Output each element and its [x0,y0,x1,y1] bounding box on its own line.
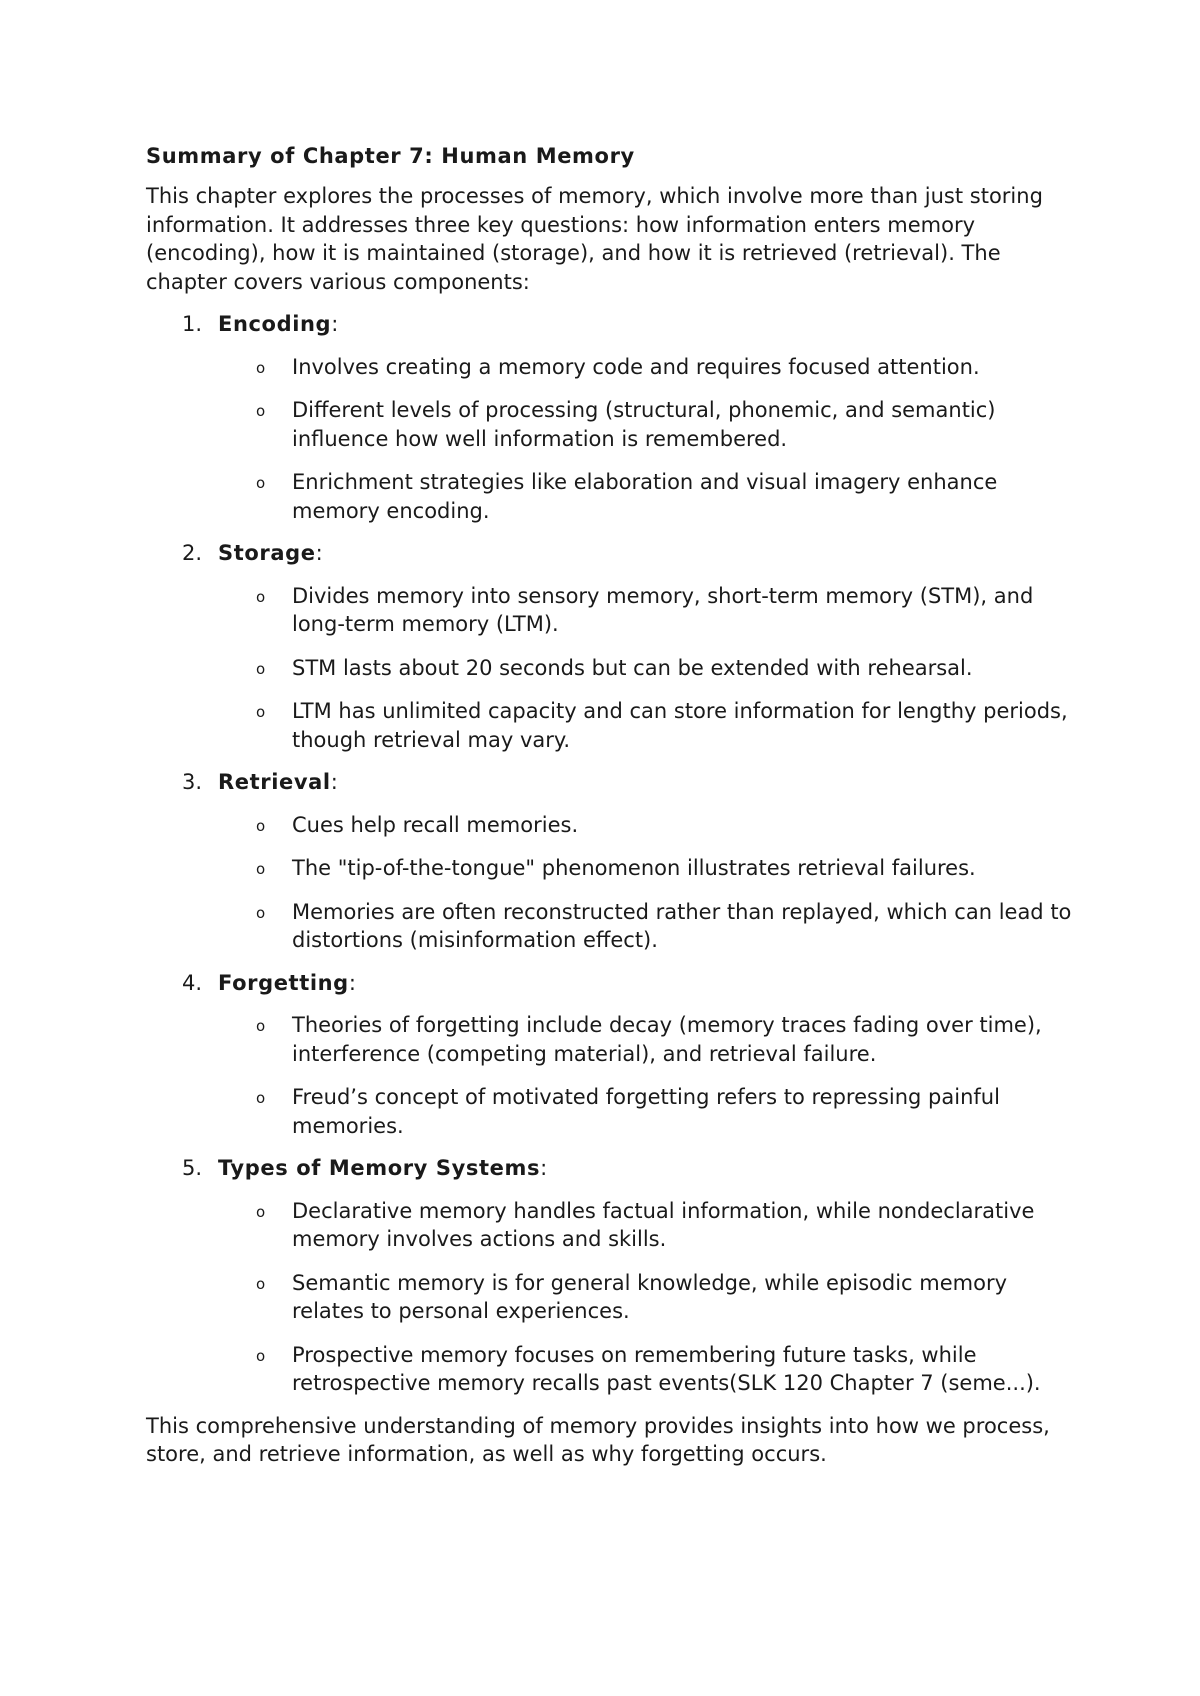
bullet-marker: o [256,816,266,835]
bullet-text: Different levels of processing (structural, phonemic, and semantic) influence how well information is remembered. [292,398,996,451]
list-item [146,468,1076,525]
bullet-marker: o [256,474,266,492]
section-encoding [146,310,1076,525]
list-item [146,1011,1076,1068]
list-item [146,1341,1076,1398]
bullet-text: Declarative memory handles factual information, while nondeclarative memory involves actions and skills. [292,1198,1035,1251]
list-item [146,1083,1076,1140]
intro-paragraph: This chapter explores the processes of memory, which involve more than just storing information. It addresses three key questions: how information enters memory (encoding), how it is maintained (storage), and how it is retrieved (retrieval). The chapter covers various components: [146,184,1043,294]
document-body [146,142,1076,1469]
bullet-list [146,582,1076,755]
bullet-marker: o [256,1089,266,1107]
list-item [146,1269,1076,1326]
list-item [146,854,1076,883]
bullet-text: LTM has unlimited capacity and can store information for lengthy periods, though retrieval may vary. [292,699,1068,752]
list-item [146,697,1076,754]
list-item [146,582,1076,639]
bullet-text: Memories are often reconstructed rather than replayed, which can lead to distortions (misinformation effect). [292,899,1072,952]
section-name: Types of Memory Systems [218,1156,541,1180]
section-colon: : [348,970,356,995]
section-colon: : [315,541,323,565]
bullet-text: Divides memory into sensory memory, short-term memory (STM), and long-term memory (LTM). [292,583,1034,636]
bullet-marker: o [256,358,266,377]
bullet-list [146,1011,1076,1140]
section-colon: : [331,312,339,336]
bullet-marker: o [256,703,266,721]
bullet-text: Prospective memory focuses on remembering future tasks, while retrospective memory recalls past events(SLK 120 Chapter 7 (seme...). [292,1342,1041,1395]
list-item [146,654,1076,683]
section-name: Storage [218,541,316,565]
bullet-list [146,1197,1076,1398]
bullet-text: The "tip-of-the-tongue" phenomenon illustrates retrieval failures. [292,856,976,880]
section-colon: : [330,770,338,794]
bullet-marker: o [256,402,266,420]
section-number: 4. [182,970,203,995]
section-name: Encoding [218,312,332,336]
document-title: Summary of Chapter 7: Human Memory [146,144,635,168]
section-heading [146,969,1076,998]
section-memory-systems [146,1154,1076,1398]
bullet-text: Theories of forgetting include decay (memory traces fading over time), interference (competing material), and retrieval failure. [292,1013,1042,1066]
section-colon: : [540,1156,548,1180]
list-item [146,811,1076,840]
section-heading [146,310,1076,339]
section-retrieval [146,768,1076,955]
bullet-text: Enrichment strategies like elaboration and visual imagery enhance memory encoding. [292,470,998,523]
list-item [146,898,1076,955]
section-heading [146,768,1076,797]
list-item [146,353,1076,382]
section-name: Retrieval [218,770,331,794]
section-list [146,310,1076,1398]
section-heading [146,1154,1076,1183]
bullet-marker: o [256,1202,266,1221]
section-number: 1. [182,312,203,336]
list-item [146,396,1076,453]
bullet-marker: o [256,860,266,878]
bullet-marker: o [256,1274,266,1293]
section-number: 2. [182,541,203,565]
bullet-list [146,353,1076,526]
bullet-text: Involves creating a memory code and requires focused attention. [292,354,980,379]
section-number: 3. [182,770,203,794]
closing-paragraph: This comprehensive understanding of memory provides insights into how we process, store, and retrieve information, as well as why forgetting occurs. [146,1413,1050,1466]
section-forgetting [146,969,1076,1141]
bullet-marker: o [256,587,266,606]
bullet-text: STM lasts about 20 seconds but can be extended with rehearsal. [292,655,973,680]
section-number: 5. [182,1156,203,1180]
bullet-marker: o [256,1346,266,1365]
section-storage [146,539,1076,754]
bullet-marker: o [256,659,266,678]
list-item [146,1197,1076,1254]
section-heading [146,539,1076,568]
section-name: Forgetting [218,970,349,995]
bullet-marker: o [256,903,266,922]
bullet-text: Cues help recall memories. [292,812,579,837]
bullet-text: Freud’s concept of motivated forgetting refers to repressing painful memories. [292,1085,1000,1138]
bullet-list [146,811,1076,955]
bullet-text: Semantic memory is for general knowledge, while episodic memory relates to personal experiences. [292,1270,1008,1323]
bullet-marker: o [256,1017,266,1035]
